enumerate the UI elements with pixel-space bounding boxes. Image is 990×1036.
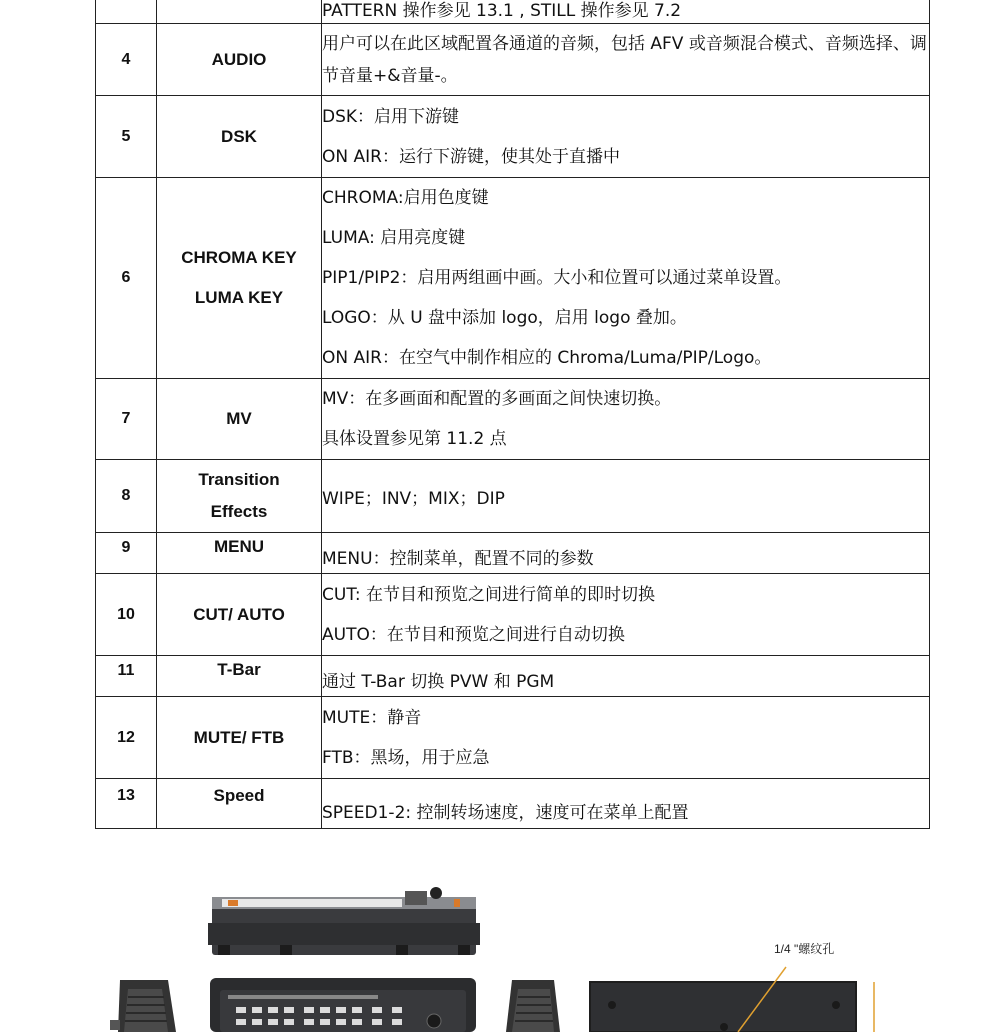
description-line: CUT: 在节目和预览之间进行简单的即时切换: [322, 584, 655, 605]
name-line: CHROMA KEY: [181, 248, 297, 267]
row-number: 11: [96, 656, 157, 697]
description-line: LOGO：从 U 盘中添加 logo，启用 logo 叠加。: [322, 308, 687, 328]
row-number: 5: [96, 96, 157, 178]
row-description: [322, 379, 930, 460]
description-line: 具体设置参见第 11.2 点: [322, 429, 507, 449]
table-row: [96, 24, 930, 96]
switcher-left-side-view: [110, 980, 176, 1032]
name-line: Speed: [213, 786, 265, 805]
device-diagram: [0, 845, 990, 1032]
description-line: ON AIR：运行下游键，使其处于直播中: [322, 146, 620, 167]
description-line: DSK：启用下游键: [322, 106, 460, 127]
row-name: [157, 24, 322, 96]
row-number: [96, 0, 157, 24]
row-description: [322, 460, 930, 533]
row-number: 4: [96, 24, 157, 96]
description-line: WIPE；INV；MIX；DIP: [322, 488, 505, 509]
description-line: AUTO：在节目和预览之间进行自动切换: [322, 624, 625, 645]
row-name: [157, 574, 322, 656]
row-name: [157, 178, 322, 379]
description-line: MV：在多画面和配置的多画面之间快速切换。: [322, 389, 672, 409]
name-line: MUTE/ FTB: [193, 727, 285, 747]
description-line: ON AIR：在空气中制作相应的 Chroma/Luma/PIP/Logo。: [322, 348, 772, 368]
table-row: [96, 96, 930, 178]
name-line: CUT/ AUTO: [193, 604, 285, 624]
switcher-views-illustration: [0, 845, 990, 1032]
description-line: CHROMA:启用色度键: [322, 188, 489, 208]
row-name: [157, 656, 322, 697]
row-number: 10: [96, 574, 157, 656]
thread-hole-label: 1/4 "螺纹孔: [774, 942, 835, 956]
function-table: [95, 0, 930, 829]
switcher-bottom-view: [590, 967, 874, 1032]
description-line: FTB：黑场，用于应急: [322, 747, 490, 768]
table-row: [96, 460, 930, 533]
row-name: [157, 379, 322, 460]
switcher-right-side-view: [506, 980, 560, 1032]
row-number: 12: [96, 697, 157, 779]
description-line: MUTE：静音: [322, 707, 422, 728]
table-row: [96, 779, 930, 829]
row-name: [157, 0, 322, 24]
name-line: AUDIO: [211, 49, 267, 69]
table-row: [96, 379, 930, 460]
name-line: Effects: [210, 502, 268, 521]
row-number: 8: [96, 460, 157, 533]
name-line: MENU: [213, 537, 265, 556]
switcher-top-view: [208, 887, 480, 955]
table-row: [96, 0, 930, 24]
description-line: 通过 T-Bar 切换 PVW 和 PGM: [322, 672, 555, 692]
row-description: [322, 779, 930, 829]
row-number: 6: [96, 178, 157, 379]
row-description: [322, 0, 930, 24]
row-description: [322, 96, 930, 178]
switcher-front-view: [210, 978, 476, 1032]
row-description: [322, 656, 930, 697]
row-description: [322, 697, 930, 779]
name-line: DSK: [221, 126, 257, 146]
row-name: [157, 697, 322, 779]
table-row: [96, 656, 930, 697]
row-name: [157, 533, 322, 574]
description-line: LUMA: 启用亮度键: [322, 228, 466, 248]
table-row: [96, 533, 930, 574]
table-row: [96, 697, 930, 779]
name-line: MV: [226, 409, 252, 429]
description-line: MENU：控制菜单，配置不同的参数: [322, 549, 594, 569]
table-row: [96, 178, 930, 379]
row-number: 7: [96, 379, 157, 460]
row-name: [157, 779, 322, 829]
description-line: PIP1/PIP2：启用两组画中画。大小和位置可以通过菜单设置。: [322, 268, 792, 288]
description-line: SPEED1-2: 控制转场速度，速度可在菜单上配置: [322, 803, 689, 823]
row-number: 13: [96, 779, 157, 829]
row-description: [322, 24, 930, 96]
description-line: 用户可以在此区域配置各通道的音频，包括 AFV 或音频混合模式、音频选择、调节音量+&音量-。: [322, 33, 927, 86]
row-name: [157, 96, 322, 178]
row-description: [322, 574, 930, 656]
name-line: T-Bar: [217, 660, 261, 679]
name-line: Transition: [198, 470, 280, 489]
row-number: 9: [96, 533, 157, 574]
table-row: [96, 574, 930, 656]
description-line: PATTERN 操作参见 13.1 , STILL 操作参见 7.2: [322, 1, 682, 21]
row-description: [322, 533, 930, 574]
row-description: [322, 178, 930, 379]
name-line: LUMA KEY: [194, 288, 284, 307]
row-name: [157, 460, 322, 533]
